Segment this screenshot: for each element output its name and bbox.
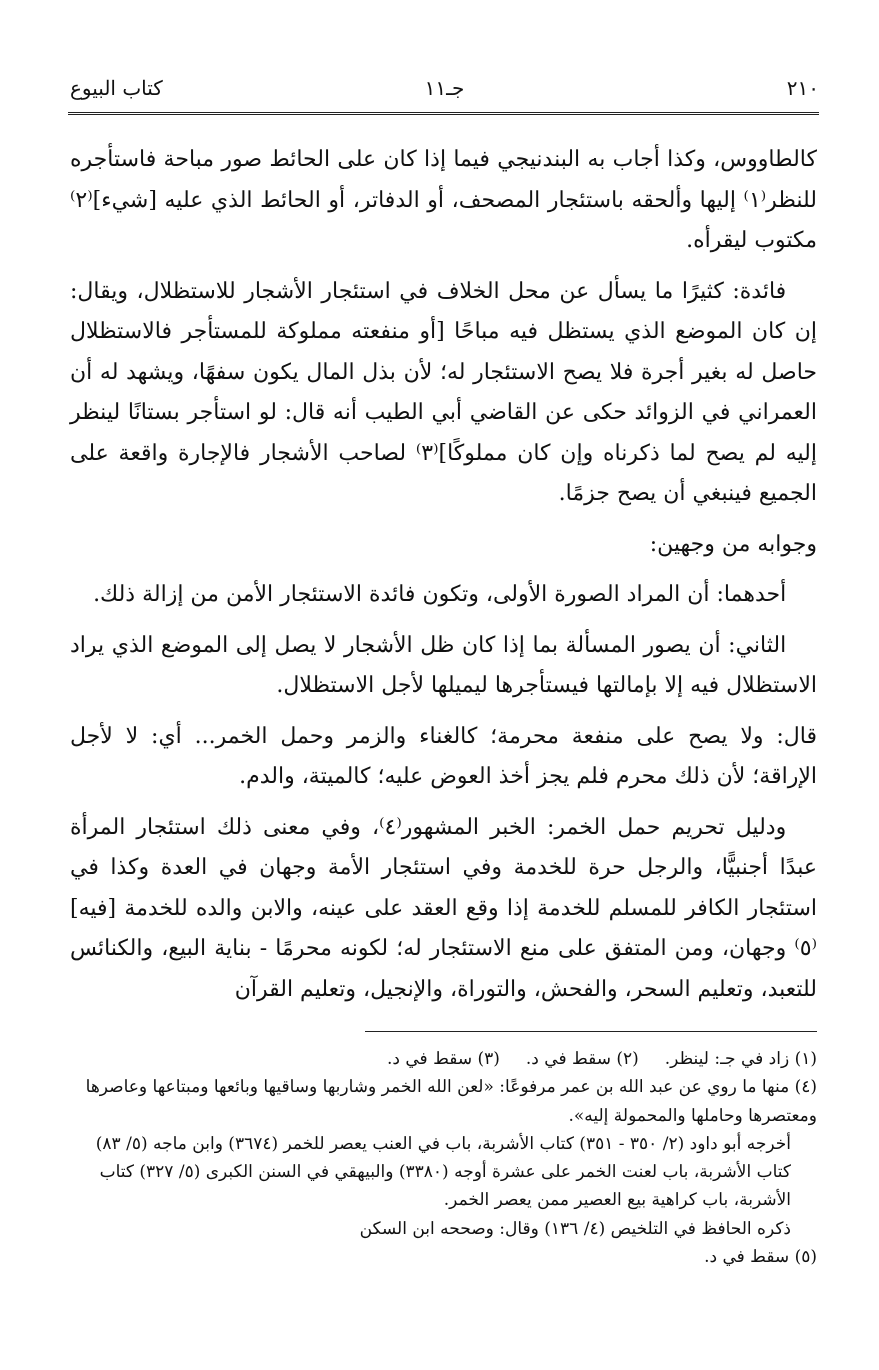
paragraph: الثاني: أن يصور المسألة بما إذا كان ظل الأشجار لا يصل إلى الموضع الذي يراد الاستظلال فيه إلا بإمالتها فيستأجرها ليميلها لأجل الاستظلال. (70, 632, 817, 698)
footnote-row (70, 1045, 817, 1073)
header-divider (68, 112, 819, 118)
paragraph: فائدة: كثيرًا ما يسأل عن محل الخلاف في استئجار الأشجار للاستظلال، ويقال: إن كان الموضع الذي يستظل فيه مباحًا [أو منفعته مملوكة للمستأجر فالاستظلال حاصل له بغير أجرة فلا يصح الاستئجار له؛ لأن بذل المال يكون سفهًا، ويشهد له أن العمراني في الزوائد حكى عن القاضي أبي الطيب أنه قال: لو استأجر بستانًا لينظر إليه لم يصح لما ذكرناه وإن كان مملوكًا]⁽٣⁾ لصاحب الأشجار فالإجارة واقعة على الجميع فينبغي أن يصح جزمًا. (70, 278, 818, 506)
main-text (70, 140, 817, 1020)
footnote-citation: ذكره الحافظ في التلخيص (٤/ ١٣٦) وقال: وصححه ابن السكن (359, 1218, 791, 1239)
paragraph: قال: ولا يصح على منفعة محرمة؛ كالغناء والزمر وحمل الخمر... أي: لا لأجل الإراقة؛ لأن ذلك محرم فلم يجز أخذ العوض عليه؛ كالميتة، والدم. (70, 723, 817, 789)
footnote: (٣) سقط في د. (387, 1049, 500, 1069)
footnote-divider (365, 1031, 817, 1032)
footnote-citation: أخرجه أبو داود (٢/ ٣٥٠ - ٣٥١) كتاب الأشربة، باب في العنب يعصر للخمر (٣٦٧٤) وابن ماجه (٥/ ٨٣) كتاب الأشربة، باب لعنت الخمر على عشرة أوجه (٣٣٨٠) والبيهقي في السنن الكبرى (٥/ ٣٢٧) كتاب الأشربة، باب كراهية بيع العصير ممن يعصر الخمر. (95, 1133, 791, 1211)
footnote: (١) زاد في جـ: لينظر. (664, 1049, 817, 1069)
paragraph: ودليل تحريم حمل الخمر: الخبر المشهور⁽٤⁾، وفي معنى ذلك استئجار المرأة عبدًا أجنبيًّا، والرجل حرة للخدمة وفي استئجار الأمة وجهان في العدة وكذا في استئجار الكافر للمسلم للخدمة إذا وقع العقد على عينه، والابن والده للخدمة [فيه]⁽٥⁾ وجهان، ومن المتفق على منع الاستئجار له؛ لكونه محرمًا - بناية البيع، والكنائس للتعبد، وتعليم السحر، والفحش، والتوراة، والإنجيل، وتعليم القرآن (70, 814, 817, 1002)
volume-number: جـ١١ (424, 76, 465, 100)
paragraph: كالطاووس، وكذا أجاب به البندنيجي فيما إذا كان على الحائط صور مباحة فاستأجره للنظر⁽١⁾ إليها وألحقه باستئجار المصحف، أو الدفاتر، أو الحائط الذي عليه [شيء]⁽٢⁾ مكتوب ليقرأه. (70, 147, 817, 253)
footnote-4 (70, 1073, 817, 1243)
footnote: (٥) سقط في د. (704, 1247, 817, 1268)
page-number: ٢١٠ (786, 76, 819, 100)
paragraph: وجوابه من وجهين: (649, 531, 817, 557)
footnotes (70, 1045, 817, 1271)
footnote: (٤) منها ما روي عن عبد الله بن عمر مرفوعًا: «لعن الله الخمر وشاربها وساقيها وبائعها ومبتاعها وعاصرها ومعتصرها وحاملها والمحمولة إليه». (85, 1077, 817, 1126)
footnote: (٢) سقط في د. (525, 1049, 639, 1069)
paragraph: أحدهما: أن المراد الصورة الأولى، وتكون فائدة الاستئجار الأمن من إزالة ذلك. (93, 582, 787, 607)
book-title: كتاب البيوع (70, 76, 163, 100)
page-header (70, 70, 819, 110)
